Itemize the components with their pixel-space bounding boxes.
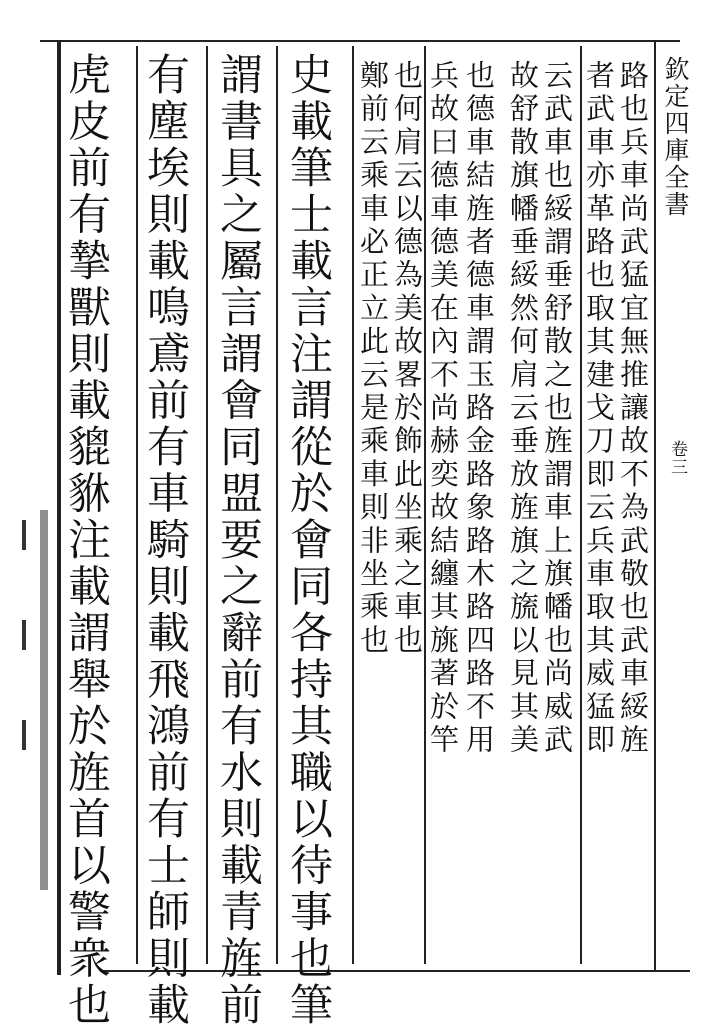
text-column: 謂書具之屬言謂會同盟要之辭前有水則載青旌前 — [213, 52, 263, 1029]
annotation-column: 者武車亦革路也取其建戈刀即云兵車取其威猛即 — [582, 60, 616, 758]
text-column: 虎皮前有摯獸則載貔貅注載謂舉於旌首以警衆也 — [61, 52, 111, 1029]
column-divider — [276, 46, 278, 964]
binding-mark — [22, 720, 26, 750]
column-divider — [206, 46, 208, 964]
annotation-column: 云武車也綏謂垂舒散之也旌謂車上旗幡也尚威武 — [540, 60, 574, 758]
annotation-column: 兵故曰德車德美在內不尚赫奕故結纏其旐著於竿 — [426, 60, 460, 758]
column-divider — [352, 46, 354, 964]
annotation-column: 也何肩云以德為美故畧於飾此坐乘之車也 — [390, 60, 424, 658]
text-column: 史載筆士載言注謂從於會同各持其職以待事也筆 — [283, 52, 333, 1029]
binding-mark — [22, 520, 26, 550]
annotation-column: 故舒散旗幡垂綏然何肩云垂放旌旗之旒以見其美 — [506, 60, 540, 758]
binding-mark — [22, 620, 26, 650]
volume-label: 卷三 — [667, 440, 687, 476]
annotation-column: 路也兵車尚武猛宜無推讓故不為武敬也武車綏旌 — [616, 60, 650, 758]
binding-mark — [40, 510, 48, 890]
column-divider — [136, 46, 138, 964]
annotation-column: 鄭前云乘車必正立此云是乘車則非坐乘也 — [356, 60, 390, 658]
top-border — [40, 40, 680, 42]
right-border — [654, 40, 656, 970]
annotation-column: 也德車結旌者德車謂玉路金路象路木路四路不用 — [462, 60, 496, 758]
text-column: 有塵埃則載鳴鳶前有車騎則載飛鴻前有士師則載 — [140, 52, 190, 1029]
book-title: 欽定四庫全書 — [661, 56, 690, 218]
